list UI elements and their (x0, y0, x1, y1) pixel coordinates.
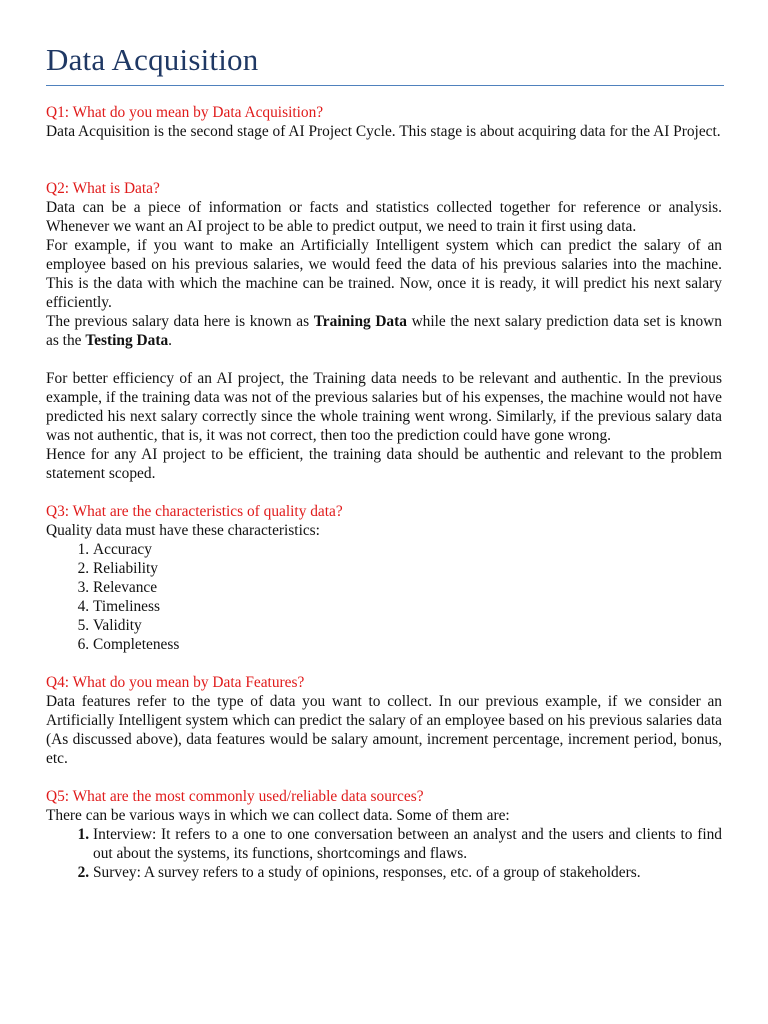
list-item: 3. Relevance (93, 578, 722, 597)
q4-question: Q4: What do you mean by Data Features? (46, 674, 305, 691)
q1-question: Q1: What do you mean by Data Acquisition? (46, 104, 324, 121)
spacer (46, 483, 722, 502)
spacer (46, 768, 722, 787)
list-item: 4. Timeliness (93, 597, 722, 616)
q2-question: Q2: What is Data? (46, 180, 160, 197)
document-body (46, 103, 722, 882)
page-title: Data Acquisition (46, 42, 259, 77)
q5-question: Q5: What are the most commonly used/reliable data sources? (46, 788, 424, 805)
q2-paragraph-3 (46, 312, 722, 350)
training-data-term: Training Data (313, 313, 407, 330)
quality-characteristics-list (46, 540, 722, 654)
title-underline (46, 85, 724, 86)
q1-answer: Data Acquisition is the second stage of AI Project Cycle. This stage is about acquiring data for the AI Project. (46, 123, 721, 140)
q5-intro: There can be various ways in which we can collect data. Some of them are: (46, 807, 510, 824)
data-sources-list (46, 825, 722, 882)
list-item: 1. Interview: It refers to a one to one conversation between an analyst and the users and clients to find out about the systems, its functions, shortcomings and flaws. (93, 825, 722, 863)
q2-p3-text-a: The previous salary data here is known as (46, 313, 314, 330)
spacer (46, 350, 722, 369)
q4-answer: Data features refer to the type of data you want to collect. In our previous example, if we consider an Artificially Intelligent system which can predict the salary of an employee based on his previous salaries data (As discussed above), data features would be salary amount, increment percentage, increment period, bonus, etc. (46, 693, 722, 767)
q3-intro: Quality data must have these characteristics: (46, 522, 320, 539)
q2-paragraph-1: Data can be a piece of information or facts and statistics collected together for reference or analysis. Whenever we want an AI project to be able to predict output, we need to train it first using data. (46, 199, 722, 235)
list-item: 6. Completeness (93, 635, 722, 654)
spacer (46, 141, 722, 179)
q2-paragraph-4: For better efficiency of an AI project, the Training data needs to be relevant and authentic. In the previous example, if the training data was not of the previous salaries but of his expenses, the machine would not have predicted his next salary correctly since the whole training went wrong. Similarly, if the previous salary data was not authentic, that is, it was not correct, then too the prediction could have gone wrong. (46, 370, 722, 444)
list-item: 1. Accuracy (93, 540, 722, 559)
spacer (46, 654, 722, 673)
testing-data-term: Testing Data (85, 332, 169, 349)
list-item: 5. Validity (93, 616, 722, 635)
q3-question: Q3: What are the characteristics of quality data? (46, 503, 343, 520)
q2-paragraph-2: For example, if you want to make an Artificially Intelligent system which can predict the salary of an employee based on his previous salaries, we would feed the data of his previous salaries into the machine. This is the data with which the machine can be trained. Now, once it is ready, it will predict his next salary efficiently. (46, 237, 722, 311)
q2-p3-text-c: while the next salary prediction data set is known as the (46, 313, 722, 349)
list-item: 2. Survey: A survey refers to a study of opinions, responses, etc. of a group of stakeholders. (93, 863, 722, 882)
list-item: 2. Reliability (93, 559, 722, 578)
q2-p3-text-d: . (168, 332, 172, 349)
q2-paragraph-5: Hence for any AI project to be efficient, the training data should be authentic and relevant to the problem statement scoped. (46, 446, 722, 482)
